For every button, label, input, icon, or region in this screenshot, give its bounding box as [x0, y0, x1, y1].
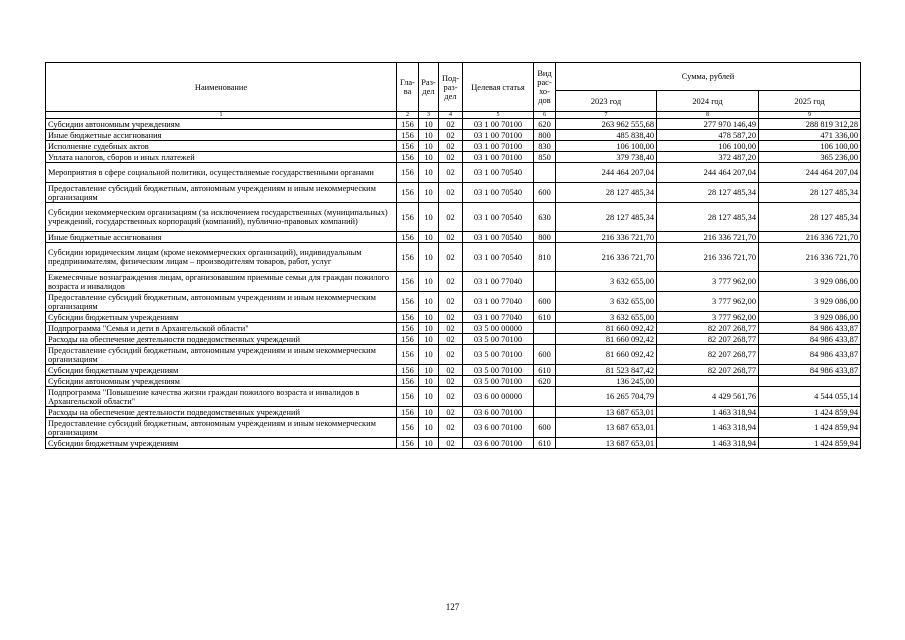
- column-number: 6: [534, 112, 556, 119]
- row-name: Субсидии юридическим лицам (кроме некоммерческих организаций), индивидуальным предпринимателям, физическим лицам – производителям товаров, работ, услуг: [46, 243, 397, 272]
- row-chapter: 156: [397, 365, 419, 376]
- row-name: Ежемесячные вознаграждения лицам, организовавшим приемные семьи для граждан пожилого возраста и инвалидов: [46, 272, 397, 292]
- row-expense-type: 830: [534, 141, 556, 152]
- row-target-article: 03 1 00 70540: [463, 183, 534, 203]
- row-sum-2024: 1 463 318,94: [657, 407, 759, 418]
- table-row: [46, 183, 861, 203]
- row-expense-type: 630: [534, 203, 556, 232]
- row-section: 10: [419, 203, 439, 232]
- table-row: [46, 243, 861, 272]
- row-target-article: 03 1 00 70100: [463, 152, 534, 163]
- row-chapter: 156: [397, 334, 419, 345]
- page-number: 127: [445, 602, 460, 612]
- row-expense-type: [534, 163, 556, 183]
- row-section: 10: [419, 163, 439, 183]
- row-sum-2025: 216 336 721,70: [759, 243, 861, 272]
- row-sum-2023: 379 738,40: [556, 152, 657, 163]
- row-expense-type: 810: [534, 243, 556, 272]
- row-subsection: 02: [439, 387, 463, 407]
- row-chapter: 156: [397, 163, 419, 183]
- row-chapter: 156: [397, 119, 419, 130]
- row-expense-type: 610: [534, 365, 556, 376]
- budget-table: [45, 62, 861, 449]
- row-sum-2023: 3 632 655,00: [556, 292, 657, 312]
- row-name: Субсидии бюджетным учреждениям: [46, 312, 397, 323]
- table-row: [46, 345, 861, 365]
- row-sum-2024: 1 463 318,94: [657, 438, 759, 449]
- table-row: [46, 292, 861, 312]
- row-name: Иные бюджетные ассигнования: [46, 130, 397, 141]
- row-sum-2025: 216 336 721,70: [759, 232, 861, 243]
- table-row: [46, 323, 861, 334]
- row-sum-2024: 244 464 207,04: [657, 163, 759, 183]
- row-name: Субсидии бюджетным учреждениям: [46, 365, 397, 376]
- row-target-article: 03 5 00 00000: [463, 323, 534, 334]
- table-row: [46, 130, 861, 141]
- row-subsection: 02: [439, 243, 463, 272]
- header-year-2023: 2023 год: [556, 91, 657, 112]
- row-name: Субсидии автономным учреждениям: [46, 376, 397, 387]
- table-row: [46, 418, 861, 438]
- row-expense-type: 620: [534, 119, 556, 130]
- row-target-article: 03 5 00 70100: [463, 345, 534, 365]
- row-sum-2024: [657, 376, 759, 387]
- row-name: Предоставление субсидий бюджетным, автономным учреждениям и иным некоммерческим организациям: [46, 183, 397, 203]
- row-section: 10: [419, 418, 439, 438]
- row-target-article: 03 1 00 77040: [463, 272, 534, 292]
- row-target-article: 03 1 00 70540: [463, 243, 534, 272]
- row-sum-2025: 244 464 207,04: [759, 163, 861, 183]
- row-chapter: 156: [397, 152, 419, 163]
- row-sum-2024: 28 127 485,34: [657, 203, 759, 232]
- row-section: 10: [419, 438, 439, 449]
- row-sum-2024: 82 207 268,77: [657, 345, 759, 365]
- table-row: [46, 407, 861, 418]
- row-chapter: 156: [397, 243, 419, 272]
- row-section: 10: [419, 387, 439, 407]
- table-row: [46, 334, 861, 345]
- row-expense-type: 600: [534, 345, 556, 365]
- table-row: [46, 387, 861, 407]
- row-section: 10: [419, 152, 439, 163]
- row-sum-2023: 106 100,00: [556, 141, 657, 152]
- row-sum-2024: 1 463 318,94: [657, 418, 759, 438]
- row-sum-2024: 82 207 268,77: [657, 365, 759, 376]
- row-chapter: 156: [397, 345, 419, 365]
- column-number: 3: [419, 112, 439, 119]
- row-name: Подпрограмма "Повышение качества жизни граждан пожилого возраста и инвалидов в Архангельской области": [46, 387, 397, 407]
- row-sum-2024: 82 207 268,77: [657, 323, 759, 334]
- row-name: Предоставление субсидий бюджетным, автономным учреждениям и иным некоммерческим организациям: [46, 345, 397, 365]
- row-target-article: 03 6 00 70100: [463, 407, 534, 418]
- row-subsection: 02: [439, 418, 463, 438]
- row-sum-2023: 216 336 721,70: [556, 243, 657, 272]
- row-expense-type: 800: [534, 232, 556, 243]
- row-chapter: 156: [397, 272, 419, 292]
- row-subsection: 02: [439, 203, 463, 232]
- row-section: 10: [419, 323, 439, 334]
- row-chapter: 156: [397, 438, 419, 449]
- row-section: 10: [419, 272, 439, 292]
- row-subsection: 02: [439, 183, 463, 203]
- row-target-article: 03 1 00 70540: [463, 163, 534, 183]
- table-row: [46, 312, 861, 323]
- table-body: [46, 119, 861, 449]
- row-target-article: 03 1 00 77040: [463, 292, 534, 312]
- row-sum-2023: 3 632 655,00: [556, 312, 657, 323]
- row-section: 10: [419, 365, 439, 376]
- row-sum-2025: 84 986 433,87: [759, 334, 861, 345]
- row-subsection: 02: [439, 272, 463, 292]
- row-sum-2025: 84 986 433,87: [759, 323, 861, 334]
- row-sum-2023: 13 687 653,01: [556, 438, 657, 449]
- row-name: Субсидии некоммерческим организациям (за исключением государственных (муниципальных) учреждений, государственных корпораций (компаний), публично-правовых компаний): [46, 203, 397, 232]
- row-expense-type: 800: [534, 130, 556, 141]
- table-row: [46, 141, 861, 152]
- row-sum-2024: 3 777 962,00: [657, 312, 759, 323]
- row-name: Субсидии бюджетным учреждениям: [46, 438, 397, 449]
- row-target-article: 03 5 00 70100: [463, 376, 534, 387]
- row-chapter: 156: [397, 387, 419, 407]
- row-sum-2025: 1 424 859,94: [759, 438, 861, 449]
- row-target-article: 03 1 00 70100: [463, 130, 534, 141]
- header-subsection: Под-раз-дел: [439, 63, 463, 112]
- row-name: Мероприятия в сфере социальной политики, осуществляемые государственными органами: [46, 163, 397, 183]
- column-number: 8: [657, 112, 759, 119]
- row-name: Расходы на обеспечение деятельности подведомственных учреждений: [46, 407, 397, 418]
- column-number: 4: [439, 112, 463, 119]
- header-year-2025: 2025 год: [759, 91, 861, 112]
- row-subsection: 02: [439, 323, 463, 334]
- row-sum-2025: [759, 376, 861, 387]
- column-number: 1: [46, 112, 397, 119]
- row-chapter: 156: [397, 130, 419, 141]
- row-subsection: 02: [439, 345, 463, 365]
- row-name: Предоставление субсидий бюджетным, автономным учреждениям и иным некоммерческим организациям: [46, 418, 397, 438]
- row-section: 10: [419, 243, 439, 272]
- table-row: [46, 152, 861, 163]
- row-target-article: 03 6 00 70100: [463, 438, 534, 449]
- row-subsection: 02: [439, 130, 463, 141]
- row-subsection: 02: [439, 376, 463, 387]
- row-sum-2025: 288 819 312,28: [759, 119, 861, 130]
- row-target-article: 03 6 00 70100: [463, 418, 534, 438]
- row-chapter: 156: [397, 141, 419, 152]
- row-sum-2024: 3 777 962,00: [657, 292, 759, 312]
- row-sum-2025: 365 236,00: [759, 152, 861, 163]
- row-sum-2024: 216 336 721,70: [657, 243, 759, 272]
- row-expense-type: [534, 407, 556, 418]
- row-target-article: 03 1 00 70540: [463, 232, 534, 243]
- header-year-2024: 2024 год: [657, 91, 759, 112]
- row-sum-2023: 485 838,40: [556, 130, 657, 141]
- row-sum-2025: 84 986 433,87: [759, 345, 861, 365]
- row-sum-2025: 3 929 086,00: [759, 272, 861, 292]
- row-name: Уплата налогов, сборов и иных платежей: [46, 152, 397, 163]
- row-sum-2023: 263 962 555,68: [556, 119, 657, 130]
- row-sum-2024: 4 429 561,76: [657, 387, 759, 407]
- row-sum-2025: 4 544 055,14: [759, 387, 861, 407]
- row-subsection: 02: [439, 365, 463, 376]
- row-expense-type: 610: [534, 438, 556, 449]
- row-sum-2023: 13 687 653,01: [556, 407, 657, 418]
- row-sum-2023: 81 660 092,42: [556, 334, 657, 345]
- column-number: 2: [397, 112, 419, 119]
- row-section: 10: [419, 183, 439, 203]
- row-expense-type: [534, 272, 556, 292]
- row-subsection: 02: [439, 152, 463, 163]
- table-row: [46, 272, 861, 292]
- row-expense-type: 850: [534, 152, 556, 163]
- row-sum-2023: 244 464 207,04: [556, 163, 657, 183]
- row-section: 10: [419, 345, 439, 365]
- row-sum-2023: 136 245,00: [556, 376, 657, 387]
- row-chapter: 156: [397, 323, 419, 334]
- row-sum-2023: 81 660 092,42: [556, 323, 657, 334]
- row-target-article: 03 5 00 70100: [463, 365, 534, 376]
- table-row: [46, 119, 861, 130]
- table-row: [46, 232, 861, 243]
- row-sum-2025: 471 336,00: [759, 130, 861, 141]
- row-section: 10: [419, 334, 439, 345]
- row-chapter: 156: [397, 183, 419, 203]
- table-row: [46, 365, 861, 376]
- row-sum-2025: 28 127 485,34: [759, 203, 861, 232]
- column-numbers-row: [46, 112, 861, 119]
- row-expense-type: 620: [534, 376, 556, 387]
- row-chapter: 156: [397, 232, 419, 243]
- row-chapter: 156: [397, 418, 419, 438]
- row-section: 10: [419, 141, 439, 152]
- row-sum-2024: 28 127 485,34: [657, 183, 759, 203]
- row-sum-2025: 3 929 086,00: [759, 292, 861, 312]
- row-subsection: 02: [439, 312, 463, 323]
- table-row: [46, 438, 861, 449]
- row-target-article: 03 5 00 70100: [463, 334, 534, 345]
- row-sum-2025: 28 127 485,34: [759, 183, 861, 203]
- row-sum-2023: 28 127 485,34: [556, 183, 657, 203]
- column-number: 7: [556, 112, 657, 119]
- row-sum-2023: 216 336 721,70: [556, 232, 657, 243]
- row-section: 10: [419, 130, 439, 141]
- row-sum-2024: 372 487,20: [657, 152, 759, 163]
- header-chapter: Гла-ва: [397, 63, 419, 112]
- row-sum-2024: 82 207 268,77: [657, 334, 759, 345]
- row-name: Исполнение судебных актов: [46, 141, 397, 152]
- row-sum-2024: 478 587,20: [657, 130, 759, 141]
- row-subsection: 02: [439, 119, 463, 130]
- row-subsection: 02: [439, 163, 463, 183]
- row-sum-2024: 216 336 721,70: [657, 232, 759, 243]
- header-name: Наименование: [46, 63, 397, 112]
- row-subsection: 02: [439, 292, 463, 312]
- row-sum-2023: 81 660 092,42: [556, 345, 657, 365]
- row-section: 10: [419, 232, 439, 243]
- row-target-article: 03 1 00 70540: [463, 203, 534, 232]
- row-chapter: 156: [397, 407, 419, 418]
- row-chapter: 156: [397, 203, 419, 232]
- row-name: Иные бюджетные ассигнования: [46, 232, 397, 243]
- row-name: Подпрограмма "Семья и дети в Архангельской области": [46, 323, 397, 334]
- row-chapter: 156: [397, 292, 419, 312]
- header-target-article: Целевая статья: [463, 63, 534, 112]
- row-section: 10: [419, 376, 439, 387]
- row-sum-2023: 3 632 655,00: [556, 272, 657, 292]
- row-sum-2023: 28 127 485,34: [556, 203, 657, 232]
- column-number: 5: [463, 112, 534, 119]
- row-subsection: 02: [439, 334, 463, 345]
- header-sum: Сумма, рублей: [556, 63, 861, 91]
- row-subsection: 02: [439, 232, 463, 243]
- row-target-article: 03 1 00 77040: [463, 312, 534, 323]
- row-expense-type: 600: [534, 183, 556, 203]
- row-target-article: 03 1 00 70100: [463, 119, 534, 130]
- row-expense-type: [534, 387, 556, 407]
- row-sum-2025: 84 986 433,87: [759, 365, 861, 376]
- row-section: 10: [419, 312, 439, 323]
- row-sum-2023: 16 265 704,79: [556, 387, 657, 407]
- header-expense-type: Вид рас-хо-дов: [534, 63, 556, 112]
- row-sum-2025: 3 929 086,00: [759, 312, 861, 323]
- row-sum-2025: 1 424 859,94: [759, 407, 861, 418]
- row-expense-type: [534, 334, 556, 345]
- row-sum-2024: 277 970 146,49: [657, 119, 759, 130]
- row-subsection: 02: [439, 407, 463, 418]
- row-sum-2024: 3 777 962,00: [657, 272, 759, 292]
- table-row: [46, 203, 861, 232]
- row-sum-2024: 106 100,00: [657, 141, 759, 152]
- row-chapter: 156: [397, 312, 419, 323]
- row-section: 10: [419, 407, 439, 418]
- row-section: 10: [419, 292, 439, 312]
- column-number: 9: [759, 112, 861, 119]
- row-chapter: 156: [397, 376, 419, 387]
- row-sum-2025: 106 100,00: [759, 141, 861, 152]
- row-expense-type: 610: [534, 312, 556, 323]
- row-target-article: 03 6 00 00000: [463, 387, 534, 407]
- row-expense-type: 600: [534, 418, 556, 438]
- row-expense-type: [534, 323, 556, 334]
- row-sum-2023: 13 687 653,01: [556, 418, 657, 438]
- row-expense-type: 600: [534, 292, 556, 312]
- header-section: Раз-дел: [419, 63, 439, 112]
- table-row: [46, 163, 861, 183]
- row-sum-2023: 81 523 847,42: [556, 365, 657, 376]
- row-subsection: 02: [439, 141, 463, 152]
- table-row: [46, 376, 861, 387]
- row-subsection: 02: [439, 438, 463, 449]
- row-name: Предоставление субсидий бюджетным, автономным учреждениям и иным некоммерческим организациям: [46, 292, 397, 312]
- row-name: Субсидии автономным учреждениям: [46, 119, 397, 130]
- row-target-article: 03 1 00 70100: [463, 141, 534, 152]
- row-name: Расходы на обеспечение деятельности подведомственных учреждений: [46, 334, 397, 345]
- row-section: 10: [419, 119, 439, 130]
- row-sum-2025: 1 424 859,94: [759, 418, 861, 438]
